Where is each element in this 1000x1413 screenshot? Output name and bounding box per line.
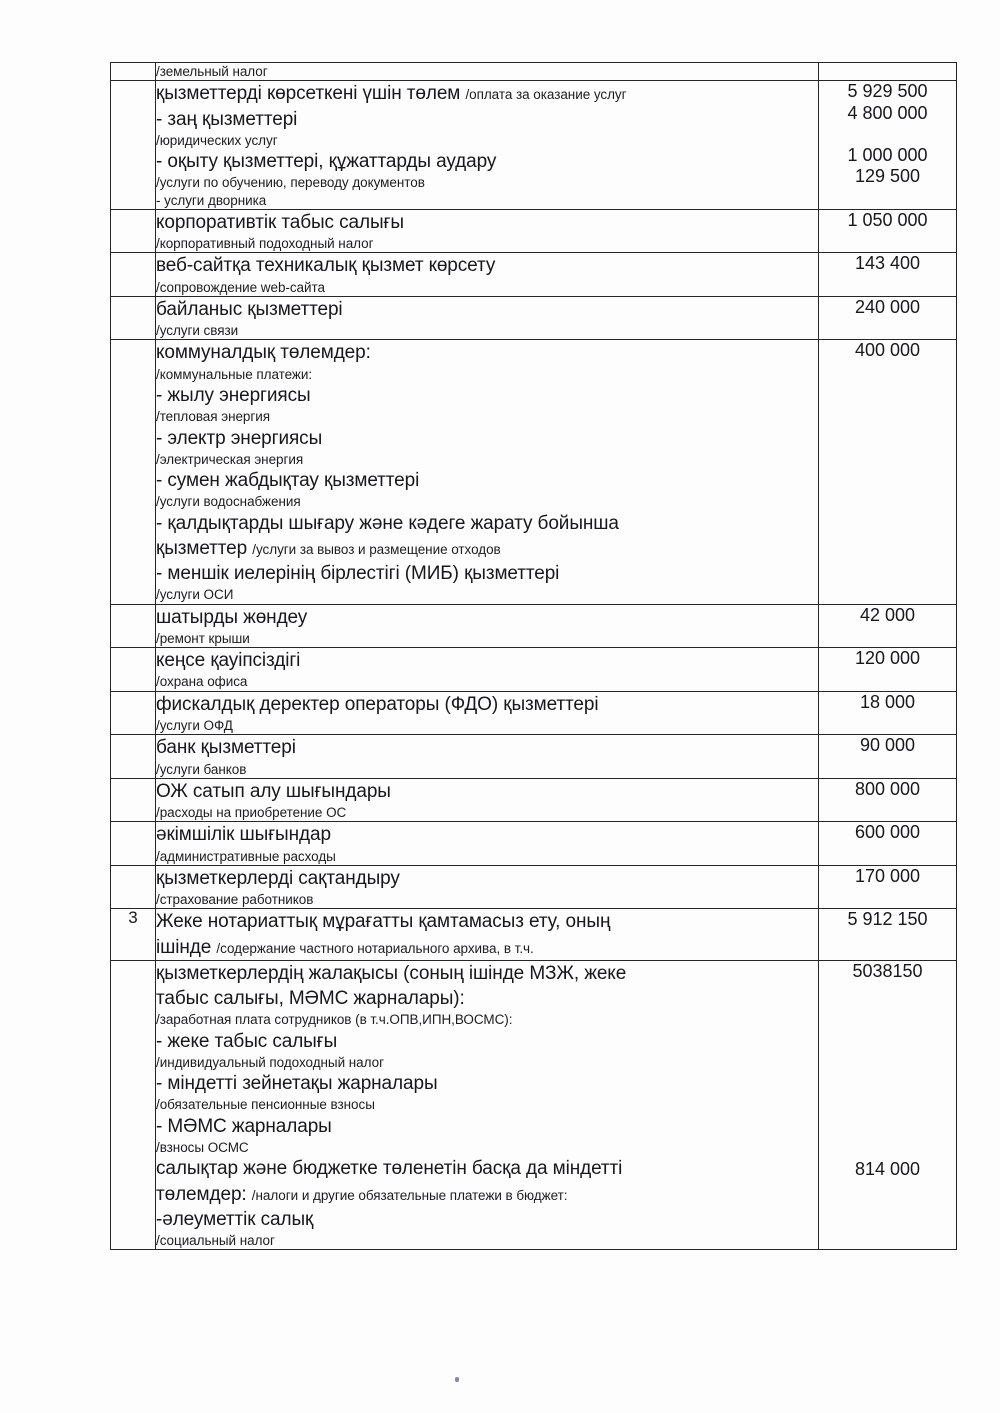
line-kazakh: байланыс қызметтері bbox=[156, 298, 343, 320]
row-amount-cell bbox=[819, 960, 957, 1249]
line-kk-with-ru bbox=[156, 81, 818, 106]
row-amount-cell bbox=[819, 735, 957, 779]
table-row bbox=[111, 209, 957, 253]
table-row bbox=[111, 822, 957, 866]
line-kazakh: - электр энергиясы bbox=[156, 427, 323, 449]
row-description-cell bbox=[156, 81, 819, 210]
line-kazakh: қызметкерлердің жалақысы (соның ішінде МЗЖ, жеке bbox=[156, 962, 627, 984]
line-kazakh: табыс салығы, МӘМС жарналары): bbox=[156, 988, 465, 1010]
line-russian: /социальный налог bbox=[156, 1233, 275, 1249]
line-kazakh: - меншік иелерінің бірлестігі (МИБ) қызметтері bbox=[156, 563, 560, 585]
amount-value: 18 000 bbox=[859, 691, 916, 712]
line-kazakh: кеңсе қауіпсіздігі bbox=[156, 650, 301, 672]
amount-value: 170 000 bbox=[854, 865, 921, 886]
row-description-cell bbox=[156, 778, 819, 822]
line-russian-inline: /содержание частного нотариального архива, в т.ч. bbox=[216, 940, 534, 956]
line-russian: /сопровождение web-сайта bbox=[156, 279, 325, 295]
row-number-cell bbox=[111, 735, 156, 779]
line-kazakh: ОЖ сатып алу шығындары bbox=[156, 780, 391, 802]
amount-value: 600 000 bbox=[854, 822, 921, 843]
expense-table-body bbox=[111, 63, 957, 1250]
line-kazakh: банк қызметтері bbox=[156, 737, 296, 759]
row-number-cell bbox=[111, 209, 156, 253]
row-amount-cell bbox=[819, 909, 957, 961]
line-kazakh: төлемдер: bbox=[156, 1183, 252, 1205]
table-row bbox=[111, 691, 957, 735]
amount-value: 240 000 bbox=[854, 296, 921, 317]
line-russian: /услуги ОСИ bbox=[156, 587, 234, 603]
line-russian: /юридических услуг bbox=[156, 132, 278, 148]
amount-value: 1 050 000 bbox=[847, 209, 928, 230]
row-description-cell bbox=[156, 63, 819, 81]
line-russian: /административные расходы bbox=[156, 848, 336, 864]
row-amount-cell bbox=[819, 296, 957, 340]
row-amount-cell bbox=[819, 691, 957, 735]
line-kazakh: - жеке табыс салығы bbox=[156, 1030, 338, 1052]
line-kk-with-ru bbox=[156, 536, 818, 561]
row-amount-cell bbox=[819, 81, 957, 210]
line-kazakh: - жылу энергиясы bbox=[156, 384, 311, 406]
amount-value: 5038150 bbox=[852, 960, 923, 981]
line-russian: /услуги водоснабжения bbox=[156, 494, 301, 510]
line-russian: /страхование работников bbox=[156, 892, 314, 908]
line-russian: /индивидуальный подоходный налог bbox=[156, 1054, 384, 1070]
amount-value: 90 000 bbox=[859, 735, 916, 756]
expense-table bbox=[110, 62, 957, 1250]
row-number-cell bbox=[111, 865, 156, 909]
line-kazakh: - қалдықтарды шығару және кәдеге жарату бойынша bbox=[156, 512, 619, 534]
line-kazakh: Жеке нотариаттық мұрағатты қамтамасыз ету, оның bbox=[156, 911, 611, 933]
table-row bbox=[111, 296, 957, 340]
scan-speck bbox=[455, 1377, 459, 1382]
line-russian: /заработная плата сотрудников (в т.ч.ОПВ,ИПН,ВОСМС): bbox=[156, 1012, 513, 1028]
amount-value: 4 800 000 bbox=[847, 102, 928, 123]
row-number-cell bbox=[111, 822, 156, 866]
row-amount-cell bbox=[819, 648, 957, 692]
line-russian: /охрана офиса bbox=[156, 674, 248, 690]
row-description-cell bbox=[156, 604, 819, 648]
amount-value: 120 000 bbox=[854, 648, 921, 669]
table-row bbox=[111, 909, 957, 961]
row-amount-cell bbox=[819, 778, 957, 822]
line-kk-with-ru bbox=[156, 935, 818, 960]
table-row bbox=[111, 253, 957, 297]
table-row bbox=[111, 648, 957, 692]
amount-value: 400 000 bbox=[854, 340, 921, 361]
line-kazakh: қызметкерлерді сақтандыру bbox=[156, 867, 400, 889]
row-number-cell bbox=[111, 340, 156, 604]
line-kazakh: - МӘМС жарналары bbox=[156, 1115, 332, 1137]
table-row bbox=[111, 63, 957, 81]
row-amount-cell bbox=[819, 604, 957, 648]
line-russian: /услуги ОФД bbox=[156, 717, 233, 733]
line-russian: /расходы на приобретение ОС bbox=[156, 805, 347, 821]
line-kazakh: коммуналдық төлемдер: bbox=[156, 342, 371, 364]
line-kazakh: - заң қызметтері bbox=[156, 108, 298, 130]
line-russian-inline: /услуги за вывоз и размещение отходов bbox=[252, 541, 501, 557]
line-russian: /услуги банков bbox=[156, 761, 247, 777]
row-description-cell bbox=[156, 253, 819, 297]
line-russian: /коммунальные платежи: bbox=[156, 366, 313, 382]
row-number-cell bbox=[111, 604, 156, 648]
row-number-cell bbox=[111, 81, 156, 210]
row-amount-cell bbox=[819, 63, 957, 81]
amount-value: 814 000 bbox=[854, 1158, 921, 1179]
amount-value: 143 400 bbox=[854, 253, 921, 274]
row-number-cell bbox=[111, 253, 156, 297]
row-description-cell bbox=[156, 735, 819, 779]
row-number-cell bbox=[111, 960, 156, 1249]
row-description-cell bbox=[156, 209, 819, 253]
line-kazakh: әкімшілік шығындар bbox=[156, 824, 331, 846]
amount-value: 129 500 bbox=[854, 166, 921, 187]
row-amount-cell bbox=[819, 822, 957, 866]
table-row bbox=[111, 960, 957, 1249]
amount-value: 5 912 150 bbox=[847, 909, 928, 930]
line-russian: /ремонт крыши bbox=[156, 630, 250, 646]
row-description-cell bbox=[156, 960, 819, 1249]
row-description-cell bbox=[156, 822, 819, 866]
row-description-cell bbox=[156, 648, 819, 692]
line-kazakh: - оқыту қызметтері, құжаттарды аудару bbox=[156, 151, 497, 173]
table-row bbox=[111, 778, 957, 822]
line-russian: /услуги связи bbox=[156, 323, 239, 339]
row-description-cell bbox=[156, 865, 819, 909]
line-kazakh: корпоративтік табыс салығы bbox=[156, 211, 404, 233]
table-row bbox=[111, 81, 957, 210]
line-kazakh: - міндетті зейнетақы жарналары bbox=[156, 1073, 438, 1095]
table-row bbox=[111, 865, 957, 909]
row-description-cell bbox=[156, 296, 819, 340]
row-description-cell bbox=[156, 909, 819, 961]
line-kazakh: қызметтерді көрсеткені үшін төлем bbox=[156, 83, 466, 105]
row-number-cell bbox=[111, 778, 156, 822]
line-russian-inline: /оплата за оказание услуг bbox=[465, 87, 627, 103]
row-amount-cell bbox=[819, 340, 957, 604]
row-number-cell: 3 bbox=[111, 909, 156, 961]
line-russian: /корпоративный подоходный налог bbox=[156, 236, 374, 252]
line-kazakh: веб-сайтқа техникалық қызмет көрсету bbox=[156, 255, 496, 277]
row-description-cell bbox=[156, 691, 819, 735]
line-kazakh: фискалдық деректер операторы (ФДО) қызметтері bbox=[156, 693, 599, 715]
line-russian-inline: /налоги и другие обязательные платежи в бюджет: bbox=[251, 1187, 568, 1203]
row-amount-cell bbox=[819, 253, 957, 297]
table-row bbox=[111, 340, 957, 604]
line-kazakh: ішінде bbox=[156, 936, 217, 958]
line-kazakh: -әлеуметтік салық bbox=[156, 1208, 314, 1230]
table-row bbox=[111, 604, 957, 648]
row-amount-cell bbox=[819, 209, 957, 253]
amount-value: 42 000 bbox=[859, 604, 916, 625]
amount-value: 5 929 500 bbox=[847, 81, 928, 102]
row-number-cell bbox=[111, 63, 156, 81]
line-russian: /взносы ОСМС bbox=[156, 1140, 249, 1156]
line-kazakh: шатырды жөндеу bbox=[156, 606, 308, 628]
row-number-cell bbox=[111, 691, 156, 735]
line-russian: /обязательные пенсионные взносы bbox=[156, 1097, 375, 1113]
line-russian: /услуги по обучению, переводу документов bbox=[156, 175, 425, 191]
line-kazakh: - сумен жабдықтау қызметтері bbox=[156, 470, 420, 492]
row-number-cell bbox=[111, 296, 156, 340]
amount-value: 800 000 bbox=[854, 778, 921, 799]
line-russian: /электрическая энергия bbox=[156, 451, 304, 467]
line-kazakh: қызметтер bbox=[156, 537, 253, 559]
table-row bbox=[111, 735, 957, 779]
line-russian: /земельный налог bbox=[156, 64, 268, 79]
amount-value: 1 000 000 bbox=[847, 144, 928, 165]
line-kk-with-ru bbox=[156, 1182, 818, 1207]
line-russian: /тепловая энергия bbox=[156, 409, 271, 425]
line-russian: - услуги дворника bbox=[156, 192, 267, 208]
line-kazakh: салықтар және бюджетке төленетін басқа да міндетті bbox=[156, 1158, 623, 1180]
row-description-cell bbox=[156, 340, 819, 604]
row-number-cell bbox=[111, 648, 156, 692]
row-amount-cell bbox=[819, 865, 957, 909]
